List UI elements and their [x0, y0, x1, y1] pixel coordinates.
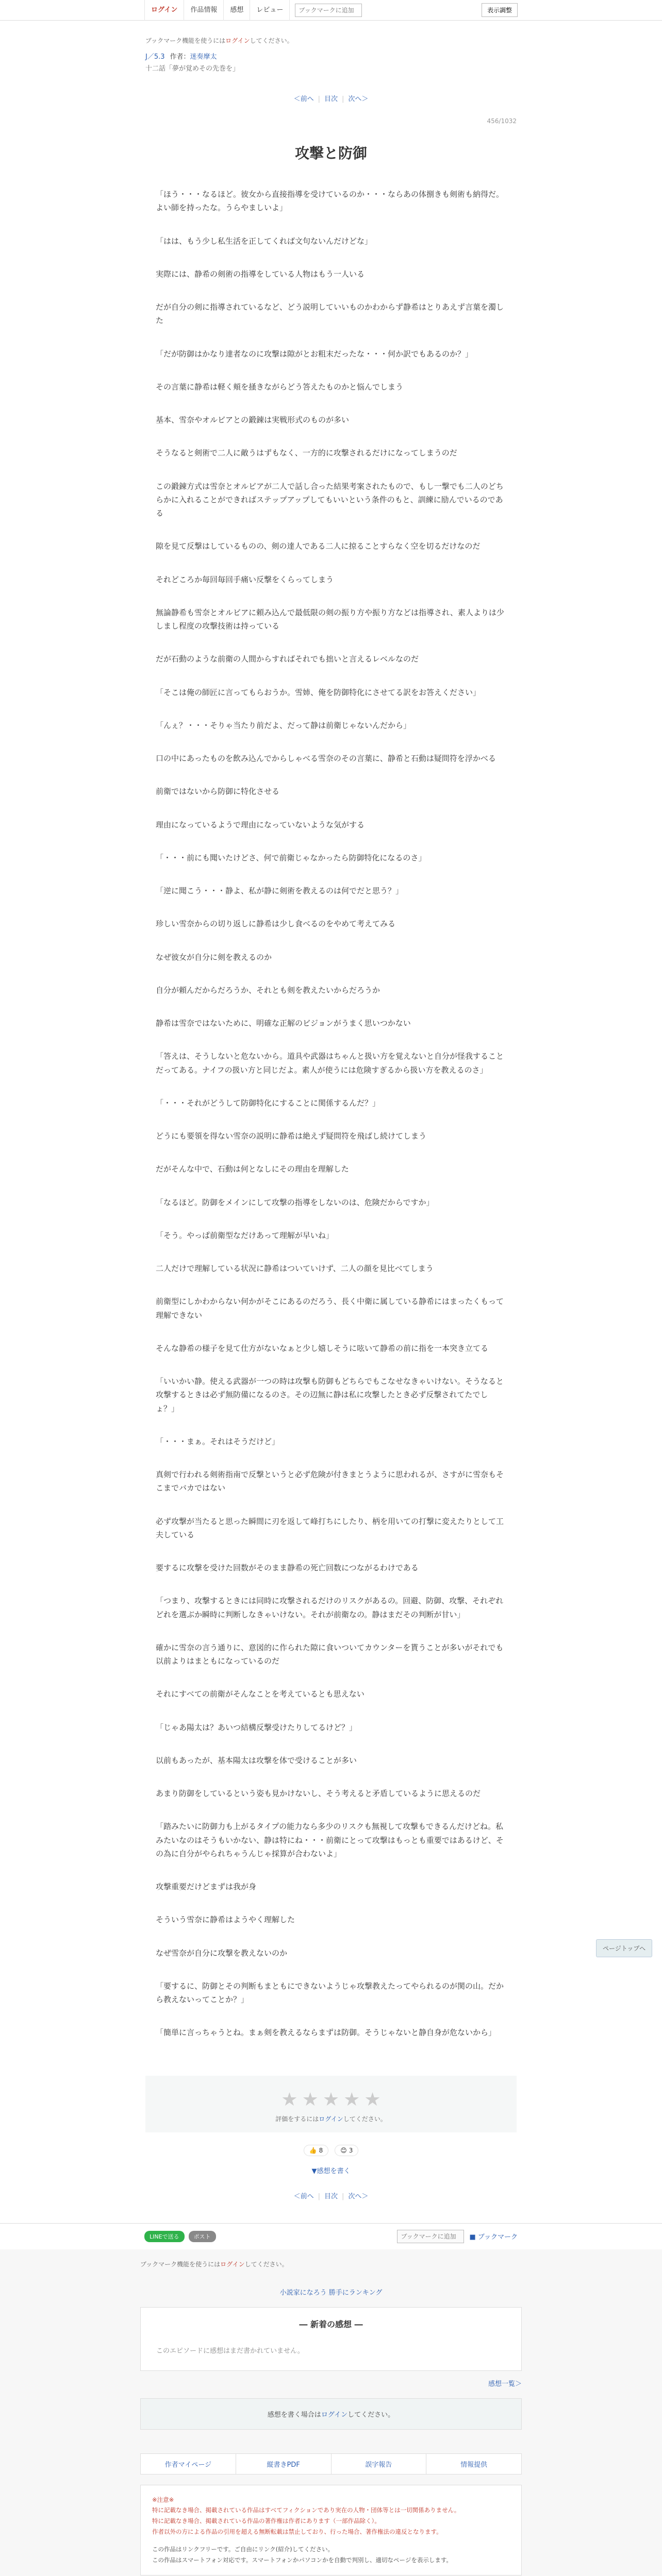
novel-paragraph: そういう雪奈に静希はようやく理解した: [156, 1913, 506, 1926]
star-icon[interactable]: ★: [341, 2089, 362, 2110]
novel-paragraph: 前衛型にしかわからない何かがそこにあるのだろう、長く中衛に属している静希にはまったくもって理解できない: [156, 1295, 506, 1322]
bookmark-note2-prefix: ブックマーク機能を使うには: [140, 2261, 220, 2268]
impressions-list-link[interactable]: 感想一覧＞: [488, 2380, 522, 2388]
chapter-title: 十二話「夢が覚めその先巻を」: [145, 63, 517, 73]
novel-paragraph: 「はは、もう少し私生活を正してくれば文句ないんだけどな」: [156, 234, 506, 248]
bookmark-note-suffix: してください。: [250, 37, 293, 44]
toc-link-bottom[interactable]: 目次: [324, 2193, 338, 2200]
impression-login-link[interactable]: ログイン: [321, 2411, 347, 2419]
reaction-icon: 👍: [309, 2147, 317, 2154]
novel-paragraph: 「答えは、そうしないと危ないから。道具や武器はちゃんと扱い方を覚えないと自分が怪我することだってある。ナイフの扱い方と同じだよ。素人が使うには危険すぎるから扱い方を教えるのさ」: [156, 1049, 506, 1077]
reaction-count: 8: [319, 2147, 323, 2154]
novel-paragraph: 攻撃重要だけどまずは我が身: [156, 1880, 506, 1893]
notice-red: [152, 2495, 510, 2537]
novel-paragraph: 「つまり、攻撃するときには同時に攻撃されるだけのリスクがあるの。回避、防御、攻撃、それぞれどれを選ぶか瞬時に判断しなきゃいけない。それが前衛なの。静はまだその判断が甘い」: [156, 1594, 506, 1621]
novel-paragraph: そうなると剣術で二人に敵うはずもなく、一方的に攻撃されるだけになってしまうのだ: [156, 446, 506, 460]
login-note-suffix: してください。: [347, 2411, 394, 2419]
novel-paragraph: 「・・・それがどうして防御特化にすることに関係するんだ？」: [156, 1096, 506, 1110]
novel-paragraph: 「だが防御はかなり達者なのに攻撃は隙がとお粗末だったな・・・何か訳でもあるのか？」: [156, 347, 506, 361]
post-share-button[interactable]: ポスト: [189, 2231, 216, 2242]
novel-paragraph: 「踏みたいに防御力も上がるタイプの能力なら多少のリスクも無視して攻撃もできるんだけどね。私みたいなのはそうもいかない、静は特にね・・・前衛にとって攻撃はもっとも重要ではあるけど、その為に自分がやられちゃうんじゃ採算が合わないよ」: [156, 1820, 506, 1860]
bookmark-login-link-bottom[interactable]: ログイン: [220, 2261, 244, 2268]
novel-paragraph: だがそんな中で、石動は何となしにその理由を理解した: [156, 1162, 506, 1176]
write-impression-link[interactable]: ▼感想を書く: [312, 2167, 351, 2175]
novel-paragraph: 理由になっているようで理由になっていないような気がする: [156, 818, 506, 832]
rating-note-prefix: 評価をするには: [275, 2115, 319, 2123]
novel-paragraph: なぜ彼女が自分に剣を教えるのか: [156, 951, 506, 964]
star-icon[interactable]: ★: [300, 2089, 321, 2110]
page-top-button[interactable]: ページトップへ: [596, 1939, 652, 1957]
rating-note: [145, 2114, 517, 2123]
novel-paragraph: 隙を見て反撃はしているものの、剣の達人である二人に掠ることすらなく空を切るだけなのだ: [156, 539, 506, 553]
novel-paragraph: 「じゃあ陽太は？あいつ結構反撃受けたりしてるけど？」: [156, 1721, 506, 1734]
impressions-link[interactable]: 感想: [224, 0, 250, 21]
reaction-icon: 😊: [340, 2147, 347, 2154]
novel-paragraph: 基本、雪奈やオルビアとの鍛錬は実戦形式のものが多い: [156, 413, 506, 427]
novel-paragraph: その言葉に静希は軽く頬を掻きながらどう答えたものかと悩んでしまう: [156, 380, 506, 394]
display-settings-button[interactable]: 表示調整: [482, 3, 518, 17]
novel-paragraph: あまり防御をしているという姿も見かけないし、そう考えると矛盾しているように思えるのだ: [156, 1787, 506, 1800]
star-icon[interactable]: ★: [321, 2089, 341, 2110]
notice-gray: [152, 2544, 510, 2565]
novel-paragraph: なぜ雪奈が自分に攻撃を教えないのか: [156, 1946, 506, 1960]
next-link-bottom[interactable]: 次へ＞: [348, 2193, 368, 2200]
notice-line: この作品はスマートフォン対応です。スマートフォンかパソコンかを自動で判別し、適切なページを表示します。: [152, 2555, 510, 2566]
novel-paragraph: 真剣で行われる剣術指南で反撃というと必ず危険が付きまとうように思われるが、さすがに雪奈もそこまでバカではない: [156, 1468, 506, 1495]
share-bar: [0, 2223, 662, 2249]
episode-pager-bottom: ＜前へ | 目次 | 次へ＞: [145, 2191, 517, 2200]
prev-link[interactable]: ＜前へ: [294, 95, 314, 103]
novel-paragraph: 二人だけで理解している状況に静希はついていけず、二人の顔を見比べてしまう: [156, 1262, 506, 1275]
reaction-button[interactable]: [335, 2145, 358, 2156]
novel-paragraph: それどころか毎回毎回手痛い反撃をくらってしまう: [156, 573, 506, 586]
novel-paragraph: 前衛ではないから防御に特化させる: [156, 785, 506, 798]
notice-line: 作者以外の方による作品の引用を超える無断転載は禁止しており、行った場合、著作権法の違反となります。: [152, 2527, 510, 2537]
novel-paragraph: 「・・・まぁ。それはそうだけど」: [156, 1435, 506, 1448]
novel-paragraph: だが石動のような前衛の人間からすればそれでも拙いと言えるレベルなのだ: [156, 652, 506, 666]
line-share-button[interactable]: LINEで送る: [144, 2231, 185, 2242]
login-link[interactable]: ログイン: [144, 0, 184, 21]
novel-paragraph: 静希は雪奈ではないために、明確な正解のビジョンがうまく思いつかない: [156, 1016, 506, 1030]
toc-link[interactable]: 目次: [324, 95, 338, 103]
series-info: [145, 51, 517, 73]
episode-pager-top: ＜前へ | 目次 | 次へ＞: [145, 93, 517, 103]
novel-paragraph: 「そう。やっぱ前衛型なだけあって理解が早いね」: [156, 1229, 506, 1242]
header-nav: [144, 0, 362, 21]
reaction-count: 3: [349, 2147, 353, 2154]
reaction-button[interactable]: [304, 2145, 329, 2156]
rating-login-link[interactable]: ログイン: [319, 2115, 343, 2123]
novel-paragraph: 無論静希も雪奈とオルビアに頼み込んで最低限の剣の振り方や振り方などは指導され、素人よりは少しまし程度の攻撃技術は持っている: [156, 606, 506, 633]
novel-paragraph: この鍛錬方式は雪奈とオルビアが二人で話し合った結果考案されたもので、もし一撃でも二人のどちらかに入れることができればステップアップしてもいいという条件のもと、訓練に励んでいるのである: [156, 480, 506, 520]
author-link-item[interactable]: 作者マイページ: [165, 2461, 211, 2469]
review-link[interactable]: レビュー: [250, 0, 290, 21]
novel-paragraph: 「ほう・・・なるほど。彼女から直接指導を受けているのか・・・ならあの体捌きも剣術も納得だ。よい師を持ったな。うらやましいよ」: [156, 188, 506, 215]
novel-paragraph: 「簡単に言っちゃうとね。まぁ剣を教えるならまずは防御。そうじゃないと静自身が危ないから」: [156, 2026, 506, 2039]
login-note-prefix: 感想を書く場合は: [268, 2411, 321, 2419]
impressions-empty: このエピソードに感想はまだ書かれていません。: [156, 2345, 506, 2355]
bookmark-login-note: [145, 36, 517, 45]
author-link[interactable]: 迷奏摩太: [190, 53, 217, 61]
novel-paragraph: 「逆に聞こう・・・静よ、私が静に剣術を教えるのは何でだと思う？」: [156, 884, 506, 897]
bookmark-note2-suffix: してください。: [245, 2261, 288, 2268]
novel-paragraph: 「要するに、防御とその判断もまともにできないようじゃ攻撃教えたってやられるのが関の山。だから教えないってことか？」: [156, 1979, 506, 2007]
impressions-title: ― 新着の感想 ―: [156, 2318, 506, 2330]
novel-paragraph: 以前もあったが、基本陽太は攻撃を体で受けることが多い: [156, 1754, 506, 1767]
top-header: [0, 0, 662, 21]
novel-paragraph: 「いいかい静。使える武器が一つの時は攻撃も防御もどちらでもこなせなきゃいけない。そうなると攻撃するときは必ず無防備になるのさ。その辺無に静は私に攻撃したとき必ず反撃されてたでしょ？」: [156, 1375, 506, 1415]
bookmark-note-prefix: ブックマーク機能を使うには: [145, 37, 225, 44]
page-count: 456/1032: [145, 117, 517, 125]
bookmark-link[interactable]: ■ ブックマーク: [469, 2231, 518, 2241]
impressions-box: [140, 2307, 522, 2371]
work-info-link[interactable]: 作品情報: [184, 0, 224, 21]
author-link-item[interactable]: 情報提供: [460, 2461, 487, 2469]
novel-paragraph: それにすべての前衛がそんなことを考えているとも思えない: [156, 1687, 506, 1701]
main-content: [145, 36, 517, 2200]
novel-paragraph: 要するに攻撃を受けた回数がそのまま静希の死亡回数につながるわけである: [156, 1561, 506, 1574]
novel-paragraph: 「・・・前にも聞いたけどさ、何で前衛じゃなかったら防御特化になるのさ」: [156, 851, 506, 865]
novel-paragraph: 口の中にあったものを飲み込んでからしゃべる雪奈のその言葉に、静希と石動は疑問符を浮かべる: [156, 752, 506, 765]
notice-line: 特に記載なき場合、掲載されている作品はすべてフィクションであり実在の人物・団体等とは一切関係ありません。: [152, 2505, 510, 2516]
novel-paragraph: だが自分の剣に指導されているなど、どう説明していいものかわからず静希はとりあえず言葉を濁した: [156, 300, 506, 328]
novel-paragraph: 「なるほど。防御をメインにして攻撃の指導をしないのは、危険だからですか」: [156, 1196, 506, 1209]
novel-paragraph: 「そこは俺の師匠に言ってもらおうか。雪姉、俺を防御特化にさせてる訳をお答えください」: [156, 686, 506, 699]
episode-title: 攻撃と防御: [145, 142, 517, 163]
author-link-item[interactable]: 誤字報告: [365, 2461, 392, 2469]
reactions: [145, 2145, 517, 2156]
work-title-link[interactable]: J／5.3: [145, 51, 165, 61]
rating-box: [145, 2076, 517, 2132]
bookmark-add-input-bottom[interactable]: [397, 2230, 464, 2243]
author-link-item[interactable]: 縦書きPDF: [267, 2461, 300, 2469]
novel-paragraph: 自分が頼んだからだろうか、それとも剣を教えたいからだろうか: [156, 984, 506, 997]
novel-body: [145, 188, 517, 2040]
novel-paragraph: どうにも要領を得ない雪奈の説明に静希は絶えず疑問符を飛ばし続けてしまう: [156, 1129, 506, 1143]
notice-line: 特に記載なき場合、掲載されている作品の著作権は作者にあります（一部作品除く）。: [152, 2516, 510, 2527]
notice-line: ※注意※: [152, 2495, 510, 2505]
star-icon[interactable]: ★: [279, 2089, 300, 2110]
notice-box: [140, 2485, 522, 2575]
novel-paragraph: 実際には、静希の剣術の指導をしている人物はもう一人いる: [156, 267, 506, 281]
star-icon[interactable]: ★: [362, 2089, 383, 2110]
ranking-link[interactable]: 小説家になろう 勝手にランキング: [280, 2289, 383, 2297]
novel-paragraph: そんな静希の様子を見て仕方がないなぁと少し嬉しそうに呟いて静希の前に指を一本突き立てる: [156, 1342, 506, 1355]
novel-paragraph: 珍しい雪奈からの切り返しに静希は少し食べるのをやめて考えてみる: [156, 917, 506, 930]
bookmark-login-note-bottom: [140, 2260, 522, 2268]
notice-line: この作品はリンクフリーです。ご自由にリンク(紹介)してください。: [152, 2544, 510, 2555]
rating-stars: [145, 2089, 517, 2110]
next-link[interactable]: 次へ＞: [348, 95, 368, 103]
novel-paragraph: 確かに雪奈の言う通りに、意図的に作られた隙に食いついてカウンターを貰うことが多いがそれでも以前よりはまともになっているのだ: [156, 1641, 506, 1668]
impression-login-box: [140, 2398, 522, 2430]
prev-link-bottom[interactable]: ＜前へ: [294, 2193, 314, 2200]
author-label: 作者：: [170, 53, 190, 61]
novel-paragraph: 必ず攻撃が当たると思った瞬間に刃を返して峰打ちにしたり、柄を用いての打撃に変えたりとして工夫している: [156, 1515, 506, 1542]
lower-section: [0, 2249, 662, 2576]
rating-note-suffix: してください。: [343, 2115, 387, 2123]
bookmark-add-input[interactable]: [295, 4, 362, 17]
novel-paragraph: 「んぇ？・・・そりゃ当たり前だよ、だって静は前衛じゃないんだから」: [156, 719, 506, 732]
author-links: [140, 2453, 522, 2475]
bookmark-login-link[interactable]: ログイン: [225, 37, 250, 44]
